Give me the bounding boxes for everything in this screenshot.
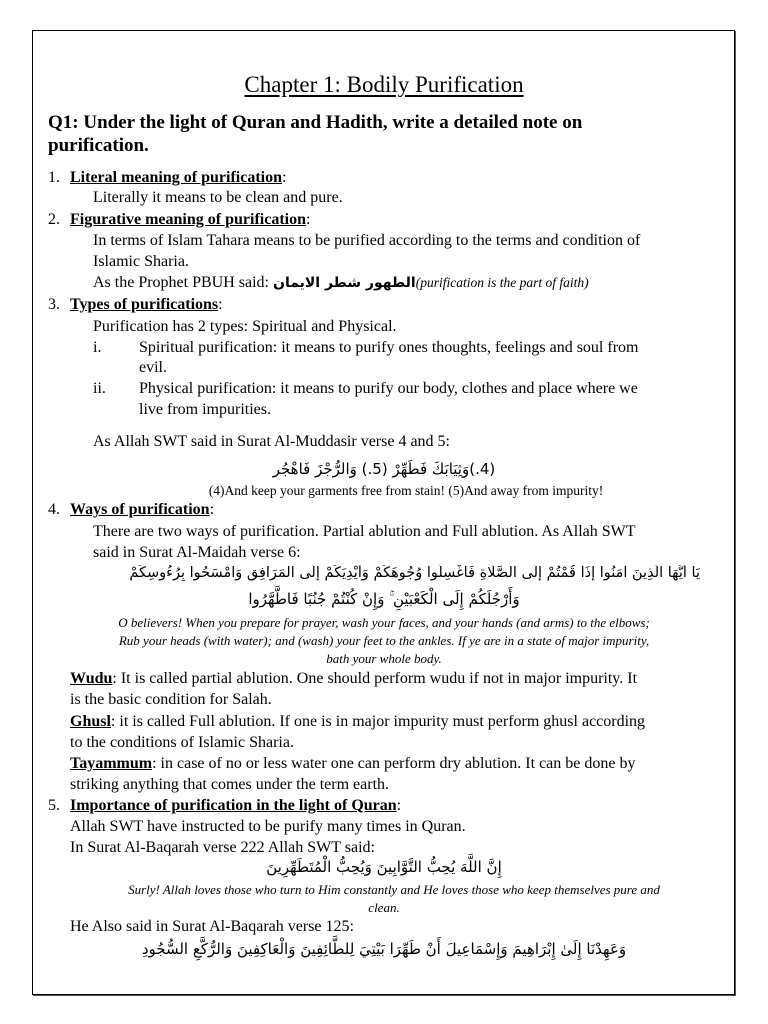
hadith-arabic: الطهور شطر الایمان <box>273 275 416 291</box>
wudu-line-1 <box>70 670 637 688</box>
wudu-term: Wudu <box>70 670 113 687</box>
section-3-colon: : <box>218 296 223 313</box>
section-5-line-3: He Also said in Surat Al-Baqarah verse 125: <box>70 918 354 935</box>
section-4-number: 4. <box>48 501 60 518</box>
question-line-2: purification. <box>48 135 149 156</box>
maidah-translation-2: Rub your heads (with water); and (wash) your feet to the ankles. If ye are in a state of major impurity, <box>118 633 650 648</box>
section-5-heading <box>70 797 401 815</box>
chapter-title: Chapter 1: Bodily Purification <box>244 72 524 97</box>
question-line-1: Q1: Under the light of Quran and Hadith, write a detailed note on <box>48 112 583 133</box>
muddasir-arabic: (4.)وَثِيَابَكَ فَطَهِّرْ (5.) وَالرُّجْزَ فَاهْجُر <box>272 460 496 478</box>
maidah-translation-1: O believers! When you prepare for prayer, wash your faces, and your hands (and arms) to the elbows; <box>118 615 650 630</box>
section-4-line-2: said in Surat Al-Maidah verse 6: <box>93 544 301 561</box>
section-4-heading <box>70 501 214 519</box>
section-2-heading <box>70 211 310 229</box>
section-5-number: 5. <box>48 797 60 814</box>
section-3-intro: Purification has 2 types: Spiritual and Physical. <box>93 318 397 335</box>
prophet-hadith-line <box>93 274 589 292</box>
type-ii-marker: ii. <box>93 380 106 397</box>
prophet-prefix: As the Prophet PBUH said: <box>93 274 269 291</box>
section-5-heading-text: Importance of purification in the light of Quran <box>70 797 397 814</box>
section-2-heading-text: Figurative meaning of purification <box>70 211 306 228</box>
type-i-line-1: Spiritual purification: it means to purify ones thoughts, feelings and soul from <box>139 339 639 356</box>
section-2-number: 2. <box>48 211 60 228</box>
ghusl-line-2: to the conditions of Islamic Sharia. <box>70 734 294 751</box>
section-1-text: Literally it means to be clean and pure. <box>93 189 343 206</box>
muddasir-translation: (4)And keep your garments free from stain! (5)And away from impurity! <box>208 483 604 498</box>
muddasir-intro: As Allah SWT said in Surat Al-Muddasir verse 4 and 5: <box>93 433 450 450</box>
maidah-arabic-1: يَا أَيُّهَا الَّذِينَ آمَنُوا إِذَا قُمْتُمْ إِلَى الصَّلَاةِ فَاغْسِلُوا وُجُوهَكُمْ وَأَيْدِيَكُمْ إِلَى الْمَرَافِقِ وَامْسَحُوا بِرُءُوسِكُمْ <box>129 565 700 581</box>
section-1-heading-text: Literal meaning of purification <box>70 169 282 186</box>
type-i-marker: i. <box>93 339 102 356</box>
section-4-line-1: There are two ways of purification. Partial ablution and Full ablution. As Allah SWT <box>93 523 636 540</box>
section-5-colon: : <box>396 797 402 814</box>
section-4-heading-text: Ways of purification <box>70 501 210 518</box>
baqarah-222-translation-2: clean. <box>368 900 400 915</box>
tayammum-term: Tayammum <box>70 755 153 772</box>
type-ii-line-2: live from impurities. <box>139 401 271 418</box>
section-4-colon: : <box>209 501 215 518</box>
maidah-translation-3: bath your whole body. <box>326 651 442 666</box>
section-2-line-1: In terms of Islam Tahara means to be purified according to the terms and condition of <box>93 232 641 249</box>
section-3-heading <box>70 296 223 314</box>
section-5-line-1: Allah SWT have instructed to be purify many times in Quran. <box>70 818 466 835</box>
hadith-translation: (purification is the part of faith) <box>415 275 589 290</box>
baqarah-125-arabic: وَعَهِدْنَا إِلَىٰ إِبْرَاهِيمَ وَإِسْمَاعِيلَ أَنْ طَهِّرَا بَيْتِيَ لِلطَّائِفِينَ وَالْعَاكِفِينَ وَالرُّكَّعِ السُّجُودِ <box>141 940 627 958</box>
baqarah-222-translation-1: Surly! Allah loves those who turn to Him constantly and He loves those who keep themselves pure and <box>128 882 660 897</box>
type-ii-line-1: Physical purification: it means to purify our body, clothes and place where we <box>139 380 638 397</box>
ghusl-line-1 <box>70 713 645 731</box>
type-i-line-2: evil. <box>139 359 167 376</box>
section-2-colon: : <box>305 211 311 228</box>
section-1-colon: : <box>281 169 287 186</box>
section-3-number: 3. <box>48 296 60 313</box>
tayammum-definition: : in case of no or less water one can perform dry ablution. It can be done by <box>152 755 636 772</box>
tayammum-line-1 <box>70 755 635 773</box>
maidah-arabic-2: وَأَرْجُلَكُمْ إِلَى الْكَعْبَيْنِ ۚ وَإِنْ كُنْتُمْ جُنُبًا فَاطَّهَّرُوا <box>248 590 520 608</box>
section-5-line-2: In Surat Al-Baqarah verse 222 Allah SWT said: <box>70 839 375 856</box>
tayammum-line-2: striking anything that comes under the term earth. <box>70 776 390 793</box>
baqarah-222-arabic: إِنَّ اللَّهَ يُحِبُّ التَّوَّابِينَ وَيُحِبُّ الْمُتَطَهِّرِينَ <box>266 858 502 876</box>
wudu-line-2: is the basic condition for Salah. <box>70 691 272 708</box>
wudu-definition: : It is called partial ablution. One should perform wudu if not in major impurity. It <box>112 670 638 687</box>
section-2-line-2: Islamic Sharia. <box>93 253 189 270</box>
section-3-heading-text: Types of purifications <box>70 296 219 313</box>
ghusl-definition: : it is called Full ablution. If one is in major impurity must perform ghusl according <box>110 713 646 730</box>
ghusl-term: Ghusl <box>70 713 111 730</box>
section-1-heading <box>70 169 286 187</box>
section-1-number: 1. <box>48 169 60 186</box>
